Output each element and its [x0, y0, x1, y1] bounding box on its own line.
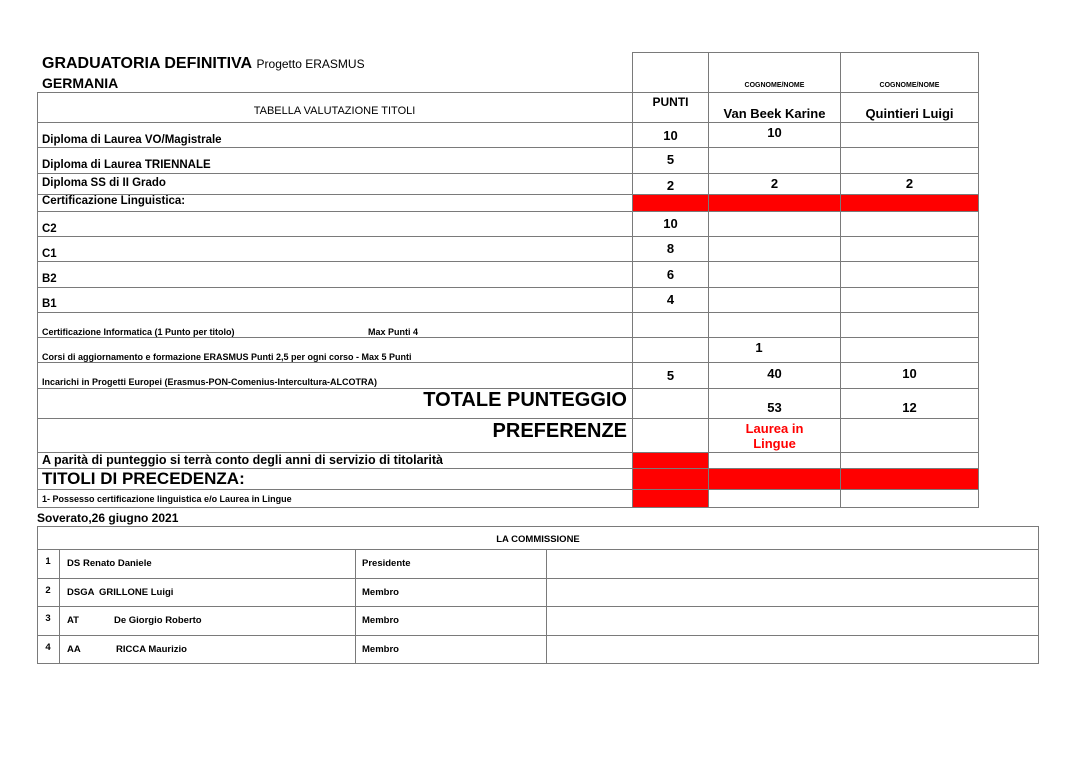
row-label: Certificazione Linguistica: [42, 195, 186, 207]
punti-cell: 10 [663, 128, 678, 143]
red-row-certificazione [633, 195, 978, 211]
preferenze-candidate-1 [709, 421, 840, 451]
member-name: GRILLONE Luigi [99, 587, 174, 598]
candidate-name-2: Quintieri Luigi [865, 106, 954, 121]
member-position: Membro [362, 615, 399, 626]
member-name: De Giorgio Roberto [114, 615, 202, 626]
row-label: B2 [42, 273, 57, 285]
member-position: Presidente [362, 558, 411, 569]
member-role: AT [67, 615, 79, 626]
member-number: 4 [45, 642, 51, 653]
candidate-2-cell: 10 [902, 366, 917, 381]
candidate-label-1: COGNOME/NOME [744, 82, 805, 89]
date-place: Soverato,26 giugno 2021 [37, 511, 179, 525]
member-role: AA [67, 644, 81, 655]
table-label: TABELLA VALUTAZIONE TITOLI [253, 105, 416, 117]
row-label: Diploma di Laurea VO/Magistrale [42, 134, 222, 146]
member-role: DS [67, 558, 81, 569]
row-label: C2 [42, 223, 57, 235]
candidate-1-cell: 40 [767, 366, 782, 381]
candidate-name-1: Van Beek Karine [723, 106, 826, 121]
precedenza-label: TITOLI DI PRECEDENZA: [42, 469, 245, 488]
totale-label: TOTALE PUNTEGGIO [423, 389, 627, 411]
document-title [42, 55, 365, 73]
punti-cell: 5 [666, 368, 675, 383]
punti-cell: 2 [666, 178, 675, 193]
parita-text: A parità di punteggio si terrà conto degli anni di servizio di titolarità [42, 453, 443, 467]
member-role: DSGA [67, 587, 95, 598]
member-position: Membro [362, 587, 399, 598]
title-text: GRADUATORIA DEFINITIVA [42, 55, 253, 72]
red-row-precedenza [633, 468, 978, 489]
commissione-title: LA COMMISSIONE [496, 534, 580, 545]
candidate-1-cell: 10 [767, 125, 782, 140]
preferenze-line-2: Lingue [753, 436, 796, 451]
punti-header: PUNTI [652, 95, 689, 109]
row-label: C1 [42, 248, 57, 260]
row-label: Incarichi in Progetti Europei (Erasmus-PON-Comenius-Intercultura-ALCOTRA) [42, 377, 378, 387]
row-label: Corsi di aggiornamento e formazione ERASMUS Punti 2,5 per ogni corso - Max 5 Punti [42, 352, 412, 362]
preferenze-line-1: Laurea in [745, 421, 804, 436]
country-text: GERMANIA [42, 75, 119, 91]
red-cell-precedenza-item [633, 489, 708, 508]
candidate-label-2: COGNOME/NOME [879, 82, 940, 89]
precedenza-item: 1- Possesso certificazione linguistica e/o Laurea in Lingue [42, 494, 292, 504]
member-name: Renato Daniele [83, 558, 152, 569]
candidate-1-cell: 1 [755, 340, 763, 355]
punti-cell: 5 [666, 152, 675, 167]
punti-cell: 10 [663, 216, 678, 231]
project-text: Progetto ERASMUS [256, 57, 365, 71]
row-label: B1 [42, 298, 57, 310]
member-number: 2 [45, 585, 51, 596]
punti-cell: 6 [666, 267, 675, 282]
red-cell-parita [633, 453, 708, 468]
row-label: Certificazione Informatica (1 Punto per titolo) [42, 327, 235, 337]
member-name: RICCA Maurizio [116, 644, 187, 655]
candidate-2-cell: 2 [905, 176, 914, 191]
totale-candidate-1: 53 [767, 400, 782, 415]
row-label: Diploma di Laurea TRIENNALE [42, 159, 211, 171]
punti-cell: 8 [666, 241, 675, 256]
row-label-extra: Max Punti 4 [368, 327, 419, 337]
preferenze-label: PREFERENZE [492, 420, 627, 442]
member-number: 1 [45, 556, 51, 567]
row-label: Diploma SS di II Grado [42, 177, 166, 189]
totale-candidate-2: 12 [902, 400, 917, 415]
member-position: Membro [362, 644, 399, 655]
candidate-1-cell: 2 [770, 176, 779, 191]
punti-cell: 4 [666, 292, 675, 307]
member-number: 3 [45, 613, 51, 624]
